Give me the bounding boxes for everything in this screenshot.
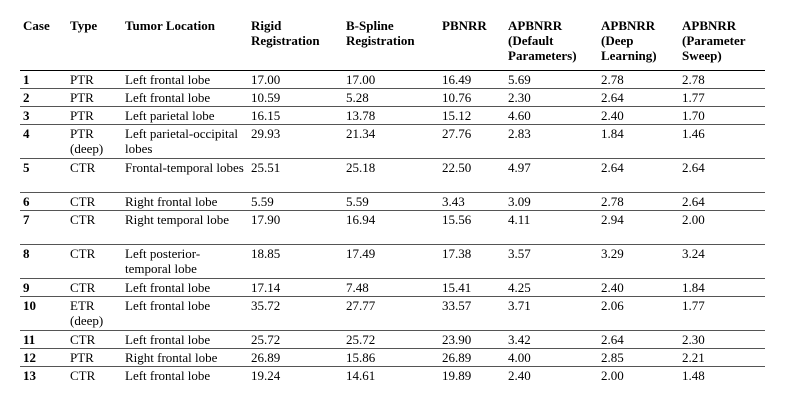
type-cell: CTR xyxy=(67,245,122,279)
apbnrr-deep-cell: 2.40 xyxy=(598,279,679,297)
apbnrr-sweep-cell: 2.64 xyxy=(679,159,765,193)
type-cell: PTR xyxy=(67,71,122,89)
apbnrr-default-cell: 3.71 xyxy=(505,297,598,331)
type-cell: CTR xyxy=(67,279,122,297)
table-row xyxy=(20,125,765,159)
apbnrr-deep-cell: 2.78 xyxy=(598,193,679,211)
table-row xyxy=(20,245,765,279)
apbnrr-deep-cell: 2.00 xyxy=(601,368,624,383)
apbnrr-deep-cell: 2.64 xyxy=(598,159,679,193)
apbnrr-deep-cell: 2.85 xyxy=(598,349,679,367)
apbnrr-default-cell: 2.83 xyxy=(505,125,598,159)
case-cell: 3 xyxy=(20,107,67,125)
apbnrr-deep-cell: 2.78 xyxy=(598,71,679,89)
type-cell: CTR xyxy=(67,211,122,245)
case-cell: 8 xyxy=(20,245,67,279)
apbnrr-sweep-cell: 1.46 xyxy=(679,125,765,159)
type-cell: ETR (deep) xyxy=(67,297,122,331)
apbnrr-deep-cell: 2.94 xyxy=(598,211,679,245)
case-cell: 11 xyxy=(20,331,67,349)
bspline-cell: 17.00 xyxy=(343,71,439,89)
table-row xyxy=(20,71,765,89)
type-cell: CTR xyxy=(67,193,122,211)
bspline-cell: 13.78 xyxy=(343,107,439,125)
apbnrr-deep-cell: 1.84 xyxy=(598,125,679,159)
case-cell: 10 xyxy=(20,297,67,331)
apbnrr-sweep-cell: 1.77 xyxy=(679,89,765,107)
table-row xyxy=(20,107,765,125)
location-cell: Left frontal lobe xyxy=(122,331,248,349)
rigid-cell: 19.24 xyxy=(251,368,281,383)
rigid-cell: 5.59 xyxy=(248,193,343,211)
apbnrr-sweep-cell: 2.30 xyxy=(679,331,765,349)
header-bspline-registration: B-Spline Registration xyxy=(343,18,439,71)
type-cell: PTR xyxy=(67,349,122,367)
apbnrr-default-cell: 4.97 xyxy=(505,159,598,193)
pbnrr-cell: 26.89 xyxy=(439,349,505,367)
pbnrr-cell: 10.76 xyxy=(439,89,505,107)
case-cell: 9 xyxy=(20,279,67,297)
apbnrr-default-cell: 2.30 xyxy=(505,89,598,107)
location-cell: Left frontal lobe xyxy=(125,368,211,383)
location-cell: Right temporal lobe xyxy=(122,211,248,245)
rigid-cell: 25.72 xyxy=(248,331,343,349)
table-row xyxy=(20,89,765,107)
pbnrr-cell: 17.38 xyxy=(439,245,505,279)
type-cell: CTR xyxy=(67,331,122,349)
header-type: Type xyxy=(67,18,122,71)
bspline-cell: 7.48 xyxy=(343,279,439,297)
location-cell: Left frontal lobe xyxy=(122,89,248,107)
apbnrr-default-cell: 3.09 xyxy=(505,193,598,211)
apbnrr-sweep-cell: 2.78 xyxy=(679,71,765,89)
location-cell: Right frontal lobe xyxy=(122,349,248,367)
pbnrr-cell: 22.50 xyxy=(439,159,505,193)
location-cell: Left frontal lobe xyxy=(122,71,248,89)
table-row xyxy=(20,297,765,331)
apbnrr-default-cell: 2.40 xyxy=(508,368,531,383)
registration-error-table xyxy=(20,18,765,384)
apbnrr-sweep-cell: 3.24 xyxy=(679,245,765,279)
location-cell: Right frontal lobe xyxy=(122,193,248,211)
pbnrr-cell: 16.49 xyxy=(439,71,505,89)
table-row xyxy=(20,279,765,297)
header-apbnrr-parameter-sweep: APBNRR (Parameter Sweep) xyxy=(679,18,765,71)
apbnrr-sweep-cell: 2.21 xyxy=(679,349,765,367)
bspline-cell: 14.61 xyxy=(346,368,376,383)
apbnrr-sweep-cell: 1.84 xyxy=(679,279,765,297)
header-row xyxy=(20,18,765,71)
rigid-cell: 17.14 xyxy=(248,279,343,297)
header-pbnrr: PBNRR xyxy=(439,18,505,71)
bspline-cell: 25.18 xyxy=(343,159,439,193)
pbnrr-cell: 15.12 xyxy=(439,107,505,125)
rigid-cell: 29.93 xyxy=(248,125,343,159)
type-cell: PTR xyxy=(67,107,122,125)
case-cell: 6 xyxy=(20,193,67,211)
bspline-cell: 5.59 xyxy=(343,193,439,211)
table-row xyxy=(20,331,765,349)
apbnrr-default-cell: 3.42 xyxy=(505,331,598,349)
bspline-cell: 17.49 xyxy=(343,245,439,279)
type-cell: PTR (deep) xyxy=(67,125,122,159)
location-cell: Left parietal lobe xyxy=(122,107,248,125)
type-cell: CTR xyxy=(70,368,96,383)
header-tumor-location: Tumor Location xyxy=(122,18,248,71)
apbnrr-deep-cell: 2.64 xyxy=(598,89,679,107)
bspline-cell: 16.94 xyxy=(343,211,439,245)
location-cell: Left frontal lobe xyxy=(122,279,248,297)
apbnrr-default-cell: 4.60 xyxy=(505,107,598,125)
apbnrr-default-cell: 3.57 xyxy=(505,245,598,279)
table-row xyxy=(20,193,765,211)
apbnrr-sweep-cell: 2.00 xyxy=(679,211,765,245)
pbnrr-cell: 15.41 xyxy=(439,279,505,297)
pbnrr-cell: 27.76 xyxy=(439,125,505,159)
header-apbnrr-default: APBNRR (Default Parameters) xyxy=(505,18,598,71)
apbnrr-deep-cell: 2.40 xyxy=(598,107,679,125)
table-row xyxy=(20,159,765,193)
rigid-cell: 18.85 xyxy=(248,245,343,279)
bspline-cell: 25.72 xyxy=(343,331,439,349)
case-cell: 2 xyxy=(20,89,67,107)
type-cell: PTR xyxy=(67,89,122,107)
rigid-cell: 10.59 xyxy=(248,89,343,107)
location-cell: Left parietal-occipital lobes xyxy=(122,125,248,159)
case-cell: 7 xyxy=(20,211,67,245)
table-row xyxy=(20,211,765,245)
apbnrr-sweep-cell: 1.48 xyxy=(682,368,705,383)
apbnrr-sweep-cell: 1.77 xyxy=(679,297,765,331)
pbnrr-cell: 3.43 xyxy=(439,193,505,211)
rigid-cell: 17.00 xyxy=(248,71,343,89)
apbnrr-default-cell: 4.25 xyxy=(505,279,598,297)
rigid-cell: 25.51 xyxy=(248,159,343,193)
pbnrr-cell: 33.57 xyxy=(439,297,505,331)
bspline-cell: 27.77 xyxy=(343,297,439,331)
type-cell: CTR xyxy=(67,159,122,193)
header-rigid-registration: Rigid Registration xyxy=(248,18,343,71)
apbnrr-sweep-cell: 1.70 xyxy=(679,107,765,125)
rigid-cell: 26.89 xyxy=(248,349,343,367)
bspline-cell: 15.86 xyxy=(343,349,439,367)
rigid-cell: 35.72 xyxy=(248,297,343,331)
case-cell: 5 xyxy=(20,159,67,193)
rigid-cell: 17.90 xyxy=(248,211,343,245)
location-cell: Left frontal lobe xyxy=(122,297,248,331)
bspline-cell: 5.28 xyxy=(343,89,439,107)
case-cell: 12 xyxy=(20,349,67,367)
pbnrr-cell: 23.90 xyxy=(439,331,505,349)
apbnrr-sweep-cell: 2.64 xyxy=(679,193,765,211)
table-row xyxy=(20,349,765,367)
rigid-cell: 16.15 xyxy=(248,107,343,125)
case-cell: 4 xyxy=(20,125,67,159)
case-cell: 1 xyxy=(20,71,67,89)
bspline-cell: 21.34 xyxy=(343,125,439,159)
header-case: Case xyxy=(20,18,67,71)
location-cell: Frontal-temporal lobes xyxy=(122,159,248,193)
location-cell: Left posterior-temporal lobe xyxy=(122,245,248,279)
apbnrr-default-cell: 5.69 xyxy=(505,71,598,89)
pbnrr-cell: 15.56 xyxy=(439,211,505,245)
apbnrr-default-cell: 4.11 xyxy=(505,211,598,245)
pbnrr-cell: 19.89 xyxy=(442,368,472,383)
header-apbnrr-deep-learning: APBNRR (Deep Learning) xyxy=(598,18,679,71)
apbnrr-deep-cell: 2.06 xyxy=(598,297,679,331)
table-row xyxy=(20,367,765,385)
apbnrr-default-cell: 4.00 xyxy=(505,349,598,367)
case-cell: 13 xyxy=(23,368,36,383)
apbnrr-deep-cell: 2.64 xyxy=(598,331,679,349)
apbnrr-deep-cell: 3.29 xyxy=(598,245,679,279)
